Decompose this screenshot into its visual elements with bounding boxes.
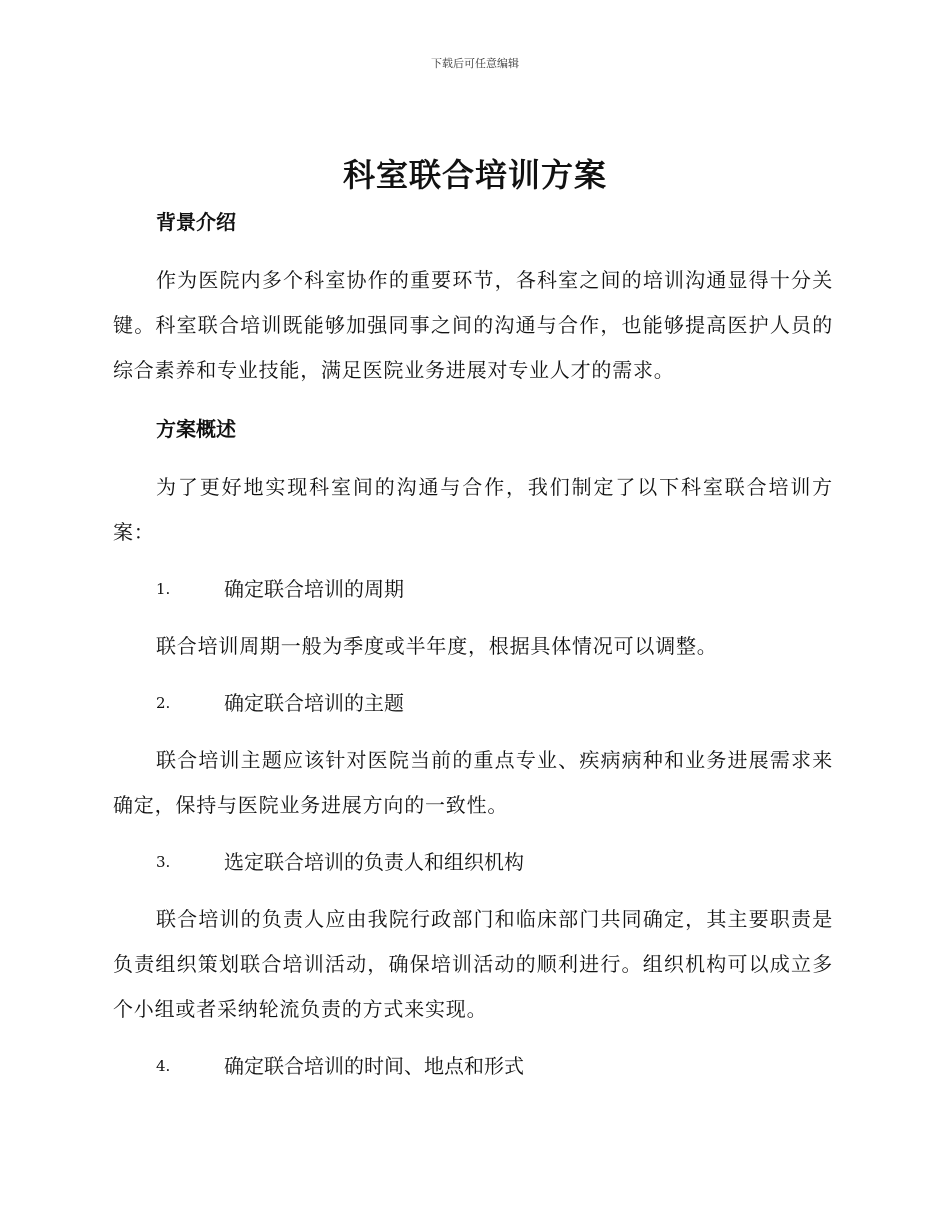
list-item-detail: 联合培训主题应该针对医院当前的重点专业、疾病病种和业务进展需求来确定，保持与医院业务进展方向的一致性。	[113, 748, 833, 817]
list-item	[113, 681, 833, 726]
list-item-number: 4.	[156, 1057, 171, 1075]
document-title: 科室联合培训方案	[342, 156, 607, 194]
list-item-detail: 联合培训周期一般为季度或半年度，根据具体情况可以调整。	[156, 634, 718, 658]
overview-intro-paragraph: 为了更好地实现科室间的沟通与合作，我们制定了以下科室联合培训方案：	[113, 475, 833, 544]
list-item-title: 确定联合培训的时间、地点和形式	[224, 1054, 524, 1078]
section-heading-background: 背景介绍	[156, 210, 236, 234]
background-paragraph: 作为医院内多个科室协作的重要环节，各科室之间的培训沟通显得十分关键。科室联合培训既能够加强同事之间的沟通与合作，也能够提高医护人员的综合素养和专业技能，满足医院业务进展对专业人才的需求。	[113, 268, 833, 382]
section-heading-overview: 方案概述	[156, 417, 236, 441]
list-item	[113, 567, 833, 612]
header-note: 下载后可任意编辑	[431, 57, 519, 70]
list-item-number: 2.	[156, 694, 171, 712]
list-item	[113, 840, 833, 885]
list-item-detail: 联合培训的负责人应由我院行政部门和临床部门共同确定，其主要职责是负责组织策划联合培训活动，确保培训活动的顺利进行。组织机构可以成立多个小组或者采纳轮流负责的方式来实现。	[113, 907, 833, 1021]
list-item-number: 1.	[156, 580, 171, 598]
list-item-title: 选定联合培训的负责人和组织机构	[224, 850, 524, 874]
list-item-title: 确定联合培训的周期	[224, 577, 404, 601]
list-item	[113, 1044, 833, 1089]
document-body	[113, 200, 833, 1089]
list-item-number: 3.	[156, 853, 171, 871]
list-item-title: 确定联合培训的主题	[224, 691, 404, 715]
